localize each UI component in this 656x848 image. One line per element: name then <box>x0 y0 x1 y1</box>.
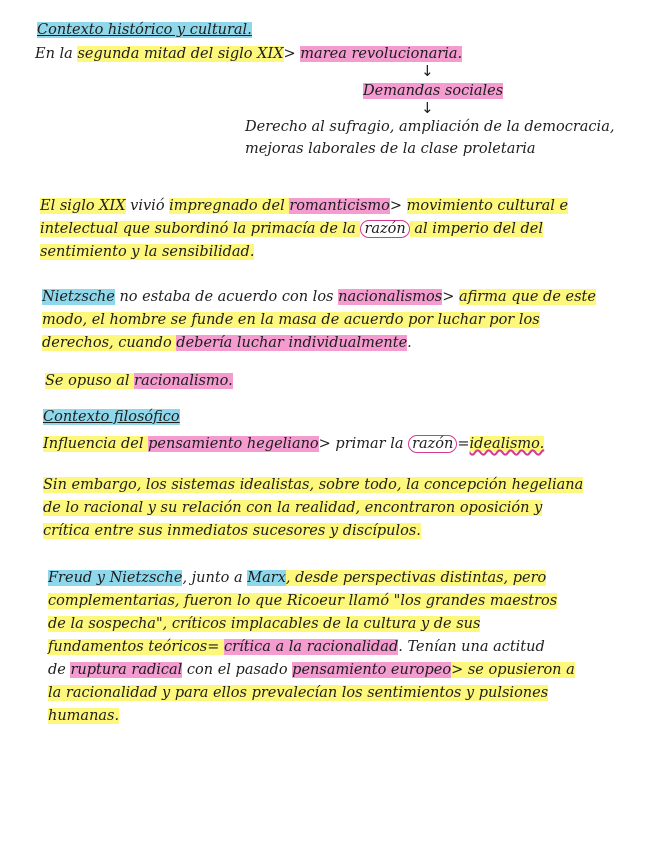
text-line: la racionalidad y para ellos prevalecían los sentimientos y pulsiones <box>48 685 549 701</box>
heading-contexto-filosofico: Contexto filosófico <box>43 409 180 425</box>
razon-circled: razón <box>408 435 457 453</box>
down-arrow-icon: ↓ <box>421 62 434 80</box>
text-line: Freud y Nietzsche, junto a Marx, desde perspectivas distintas, pero <box>48 570 547 586</box>
text-line: derechos, cuando debería luchar individualmente. <box>42 335 412 351</box>
down-arrow-icon: ↓ <box>421 99 434 117</box>
razon-circled: razón <box>360 220 409 238</box>
text-line: mejoras laborales de la clase proletaria <box>245 141 536 157</box>
line-siglo-xix: En la segunda mitad del siglo XIX> marea revolucionaria. <box>35 46 463 62</box>
text-line: Se opuso al racionalismo. <box>45 373 233 389</box>
text-line: Nietzsche no estaba de acuerdo con los nacionalismos> afirma que de este <box>42 289 596 305</box>
text-line: El siglo XIX vivió impregnado del romanticismo> movimiento cultural e <box>40 198 569 214</box>
text-line: Derecho al sufragio, ampliación de la democracia, <box>245 119 615 135</box>
text-line: fundamentos teóricos= crítica a la racionalidad. Tenían una actitud <box>48 639 545 655</box>
text-line: de ruptura radical con el pasado pensamiento europeo> se opusieron a <box>48 662 575 678</box>
heading-contexto-historico: Contexto histórico y cultural. <box>37 22 252 38</box>
text-line: sentimiento y la sensibilidad. <box>40 244 255 260</box>
text-line: complementarias, fueron lo que Ricoeur llamó "los grandes maestros <box>48 593 558 609</box>
text-line: de la sospecha", críticos implacables de la cultura y de sus <box>48 616 481 632</box>
demandas-sociales: Demandas sociales <box>363 83 504 99</box>
text-line: modo, el hombre se funde en la masa de acuerdo por luchar por los <box>42 312 540 328</box>
text-line: intelectual que subordinó la primacía de la razón al imperio del del <box>40 221 544 237</box>
text-line: Sin embargo, los sistemas idealistas, sobre todo, la concepción hegeliana <box>43 477 584 493</box>
text-line: crítica entre sus inmediatos sucesores y discípulos. <box>43 523 421 539</box>
text-line: Influencia del pensamiento hegeliano> primar la razón =idealismo. <box>43 436 545 452</box>
text-line: de lo racional y su relación con la realidad, encontraron oposición y <box>43 500 543 516</box>
text-line: humanas. <box>48 708 120 724</box>
